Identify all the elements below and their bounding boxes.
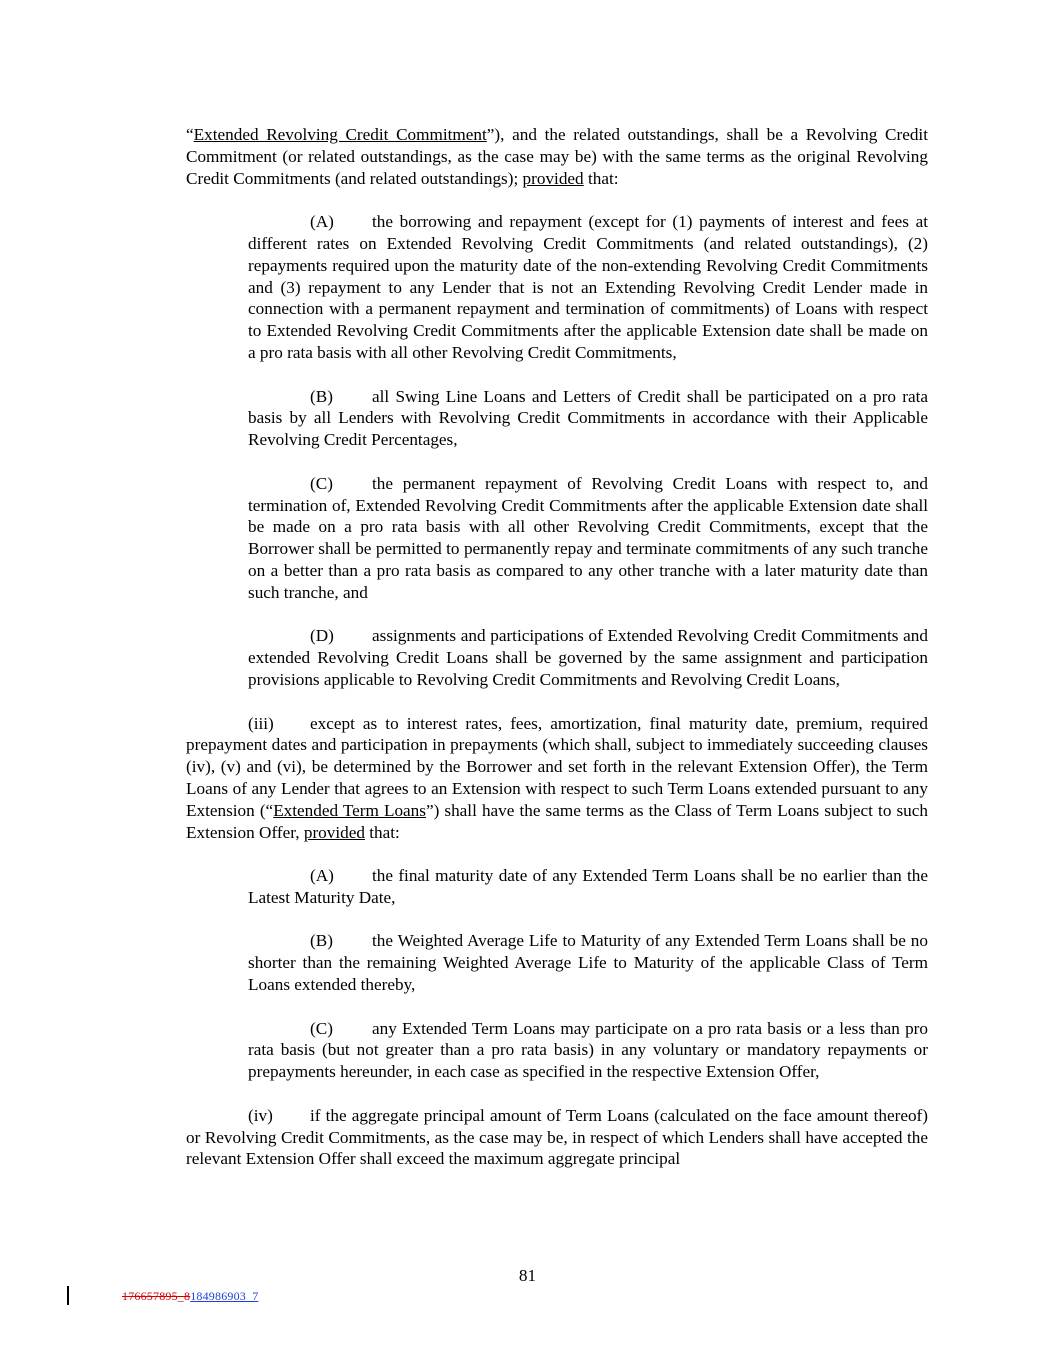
subclause-label: (B)	[310, 386, 333, 406]
provided-term: provided	[303, 822, 365, 842]
subclause-text: assignments and participations of Extended Revolving Credit Commitments and extended Revolving Credit Loans shall be governed by the same assignment and participation provisions applicable to Revolving Credit Commitments and Revolving Credit Loans,	[248, 626, 928, 689]
subclause-label: (C)	[310, 1018, 333, 1038]
subclause-label: (D)	[310, 626, 334, 646]
subclause-text: all Swing Line Loans and Letters of Credit shall be participated on a pro rata basis by all Lenders with Revolving Credit Commitments in accordance with their Applicable Revolving Credit Percentages,	[248, 386, 928, 450]
term-subclause-a	[248, 865, 928, 909]
intro-paragraph: “Extended Revolving Credit Commitment”), and the related outstandings, shall be a Revolving Credit Commitment (or related outstandings, as the case may be) with the same terms as the original Revolving Credit Commitments (and related outstandings); provided that:	[186, 125, 928, 188]
inserted-doc-id: 184986903_7	[190, 1289, 259, 1303]
subclause-label: (C)	[310, 473, 333, 493]
clause-label: (iv)	[248, 1105, 273, 1125]
clause-iv: (iv) if the aggregate principal amount of Term Loans (calculated on the face amount thereof) or Revolving Credit Commitments, as the case may be, in respect of which Lenders shall have accepted the relevant Extension Offer shall exceed the maximum aggregate principal	[186, 1105, 928, 1169]
term-subclause-b	[248, 930, 928, 995]
subclause-text: the borrowing and repayment (except for (1) payments of interest and fees at different rates on Extended Revolving Credit Commitments (and related outstandings), (2) repayments required upon the maturity date of the non-extending Revolving Credit Commitments and (3) repayment to any Lender that is not an Extending Revolving Credit Lender made in connection with a permanent repayment and termination of commitments) of Loans with respect to Extended Revolving Credit Commitments after the applicable Extension date shall be made on a pro rata basis with all other Revolving Credit Commitments,	[248, 212, 928, 362]
defined-term-extended-revolving-credit-commitment: Extended Revolving Credit Commitment	[193, 125, 487, 144]
revolving-subclause-d	[248, 625, 928, 690]
revolving-subclause-a	[248, 211, 928, 364]
revision-change-bar	[67, 1286, 69, 1305]
document-id-footer	[122, 1289, 258, 1304]
subclause-text: the Weighted Average Life to Maturity of any Extended Term Loans shall be no shorter than the remaining Weighted Average Life to Maturity of the applicable Class of Term Loans extended thereby,	[248, 931, 928, 995]
deleted-doc-id: 176657895_8	[122, 1289, 191, 1303]
subclause-text: any Extended Term Loans may participate on a pro rata basis or a less than pro rata basis (but not greater than a pro rata basis) in any voluntary or mandatory repayments or prepayments hereunder, in each case as specified in the respective Extension Offer,	[248, 1018, 928, 1082]
subclause-label: (B)	[310, 931, 333, 951]
subclause-label: (A)	[310, 212, 334, 232]
document-body	[186, 124, 928, 1192]
term-subclause-c	[248, 1018, 928, 1083]
clause-iii: (iii) except as to interest rates, fees, amortization, final maturity date, premium, required prepayment dates and participation in prepayments (which shall, subject to immediately succeeding clauses (iv), (v) and (vi), be determined by the Borrower and set forth in the relevant Extension Offer), the Term Loans of any Lender that agrees to an Extension with respect to such Term Loans extended pursuant to any Extension (“Extended Term Loans”) shall have the same terms as the Class of Term Loans subject to such Extension Offer, provided that:	[186, 713, 928, 842]
revolving-subclause-b	[248, 386, 928, 451]
provided-term: provided	[522, 168, 584, 188]
subclause-text: the final maturity date of any Extended Term Loans shall be no earlier than the Latest Maturity Date,	[248, 866, 928, 907]
subclause-text: the permanent repayment of Revolving Credit Loans with respect to, and termination of, Extended Revolving Credit Commitments after the applicable Extension date shall be made on a pro rata basis with all other Revolving Credit Commitments, except that the Borrower shall be permitted to permanently repay and terminate commitments of any such tranche on a better than a pro rata basis as compared to any other tranche with a later maturity date than such tranche, and	[248, 473, 928, 602]
clause-label: (iii)	[248, 713, 274, 733]
defined-term-extended-term-loans: Extended Term Loans	[273, 800, 426, 820]
subclause-label: (A)	[310, 866, 334, 886]
page-number: 81	[518, 1266, 537, 1285]
revolving-subclause-c	[248, 473, 928, 604]
